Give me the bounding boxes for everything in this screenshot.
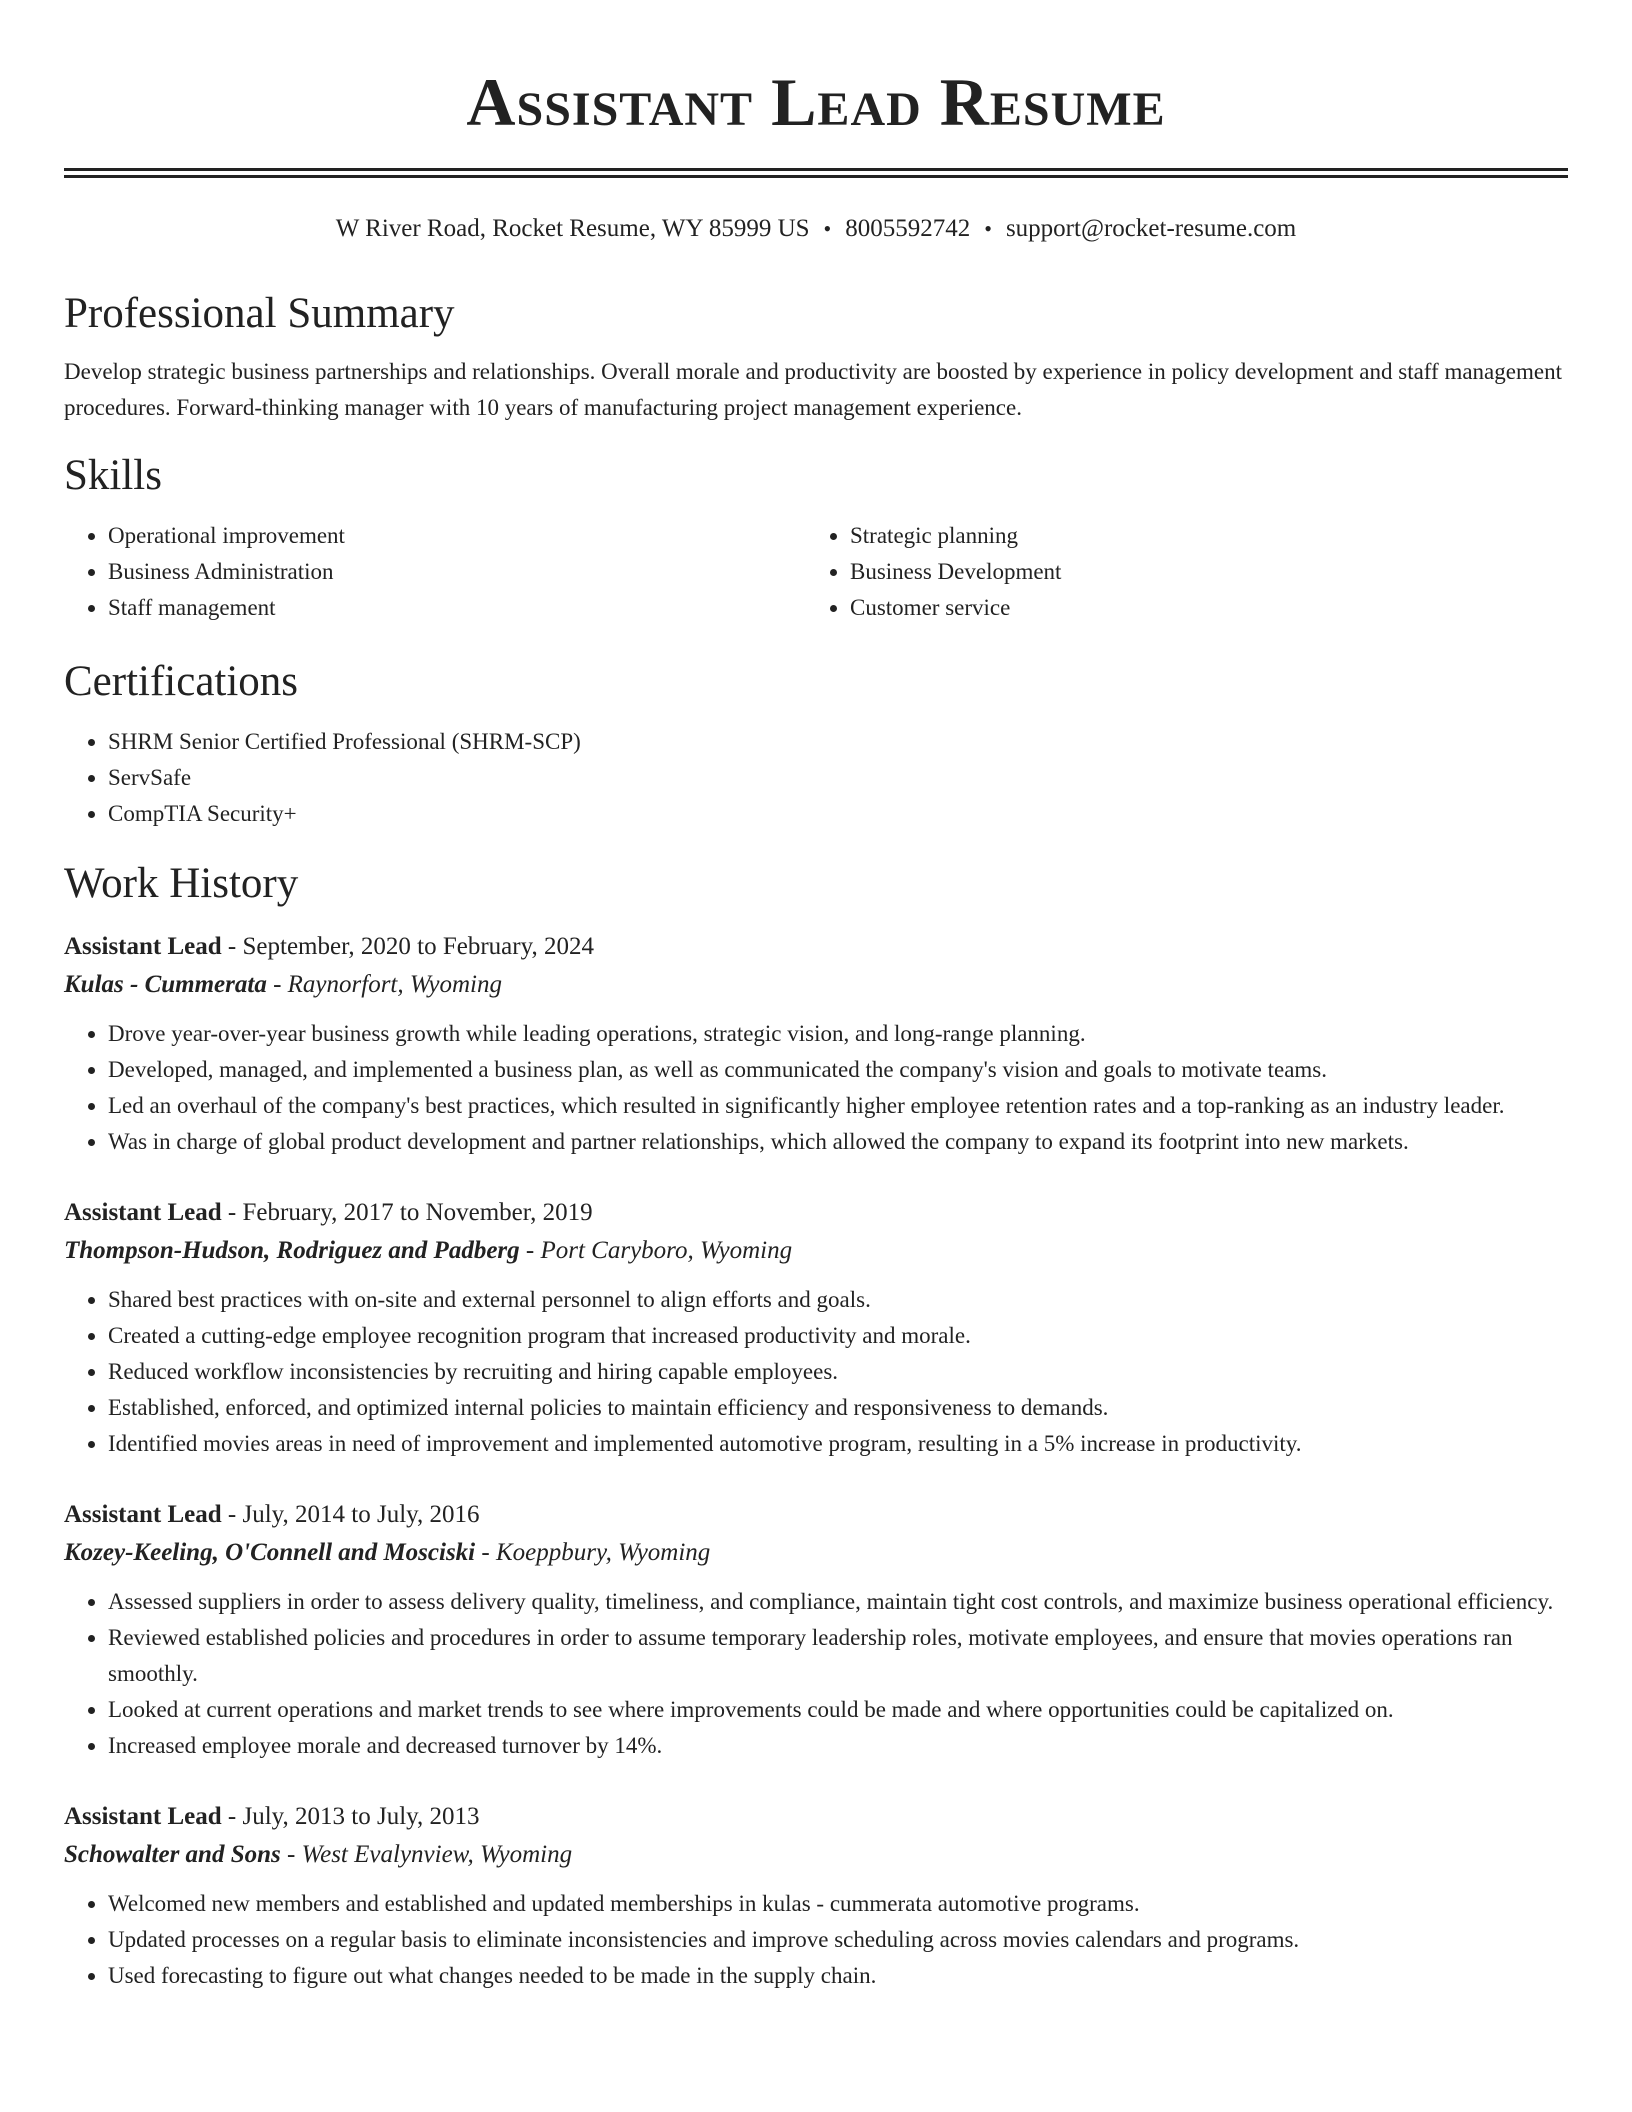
job-company-line — [64, 1534, 1568, 1572]
skill-item: • Staff management — [108, 590, 806, 626]
job-entry — [64, 1798, 1568, 1994]
job-bullet: • Established, enforced, and optimized internal policies to maintain efficiency and responsiveness to demands. — [108, 1390, 1568, 1426]
job-bullet: • Identified movies areas in need of improvement and implemented automotive program, resulting in a 5% increase in productivity. — [108, 1426, 1568, 1462]
job-entry — [64, 928, 1568, 1160]
job-bullet: • Was in charge of global product development and partner relationships, which allowed the company to expand its footprint into new markets. — [108, 1124, 1568, 1160]
job-company: Schowalter and Sons — [64, 1841, 281, 1868]
job-dates: - February, 2017 to November, 2019 — [221, 1199, 593, 1226]
certification-item: • SHRM Senior Certified Professional (SHRM-SCP) — [108, 724, 1568, 760]
job-location: - Raynorfort, Wyoming — [266, 971, 502, 998]
skills-list-right — [806, 518, 1548, 626]
skills-column-left — [64, 518, 806, 626]
contact-address: W River Road, Rocket Resume, WY 85999 US — [335, 215, 810, 242]
job-role: Assistant Lead — [64, 1501, 222, 1528]
job-bullet: • Increased employee morale and decreased turnover by 14%. — [108, 1728, 1568, 1764]
job-company: Kulas - Cummerata — [64, 971, 267, 998]
job-company-line — [64, 966, 1568, 1004]
job-bullet: • Developed, managed, and implemented a business plan, as well as communicated the company's vision and goals to motivate teams. — [108, 1052, 1568, 1088]
contact-line — [64, 212, 1568, 246]
job-bullets — [64, 1584, 1568, 1764]
job-bullet: • Created a cutting-edge employee recognition program that increased productivity and morale. — [108, 1318, 1568, 1354]
skill-item: • Business Development — [850, 554, 1548, 590]
job-bullet: • Reduced workflow inconsistencies by recruiting and hiring capable employees. — [108, 1354, 1568, 1390]
skill-item: • Strategic planning — [850, 518, 1548, 554]
job-bullets — [64, 1282, 1568, 1462]
job-company: Kozey-Keeling, O'Connell and Mosciski — [64, 1539, 476, 1566]
contact-separator: • — [984, 216, 992, 241]
work-history-heading: Work History — [64, 860, 299, 907]
job-entry — [64, 1194, 1568, 1462]
job-dates: - July, 2013 to July, 2013 — [221, 1803, 480, 1830]
job-title-line — [64, 1798, 1568, 1836]
job-bullet: • Reviewed established policies and procedures in order to assume temporary leadership roles, motivate employees, and ensure that movies operations ran smoothly. — [108, 1620, 1568, 1692]
certification-item: • CompTIA Security+ — [108, 796, 1568, 832]
job-bullet: • Shared best practices with on-site and external personnel to align efforts and goals. — [108, 1282, 1568, 1318]
skills-heading: Skills — [64, 452, 162, 499]
skill-item: • Operational improvement — [108, 518, 806, 554]
job-entry — [64, 1496, 1568, 1764]
job-bullets — [64, 1886, 1568, 1994]
job-dates: - September, 2020 to February, 2024 — [221, 933, 594, 960]
page-title: Assistant Lead Resume — [466, 64, 1166, 140]
skills-column-right — [806, 518, 1548, 626]
job-bullet: • Used forecasting to figure out what changes needed to be made in the supply chain. — [108, 1958, 1568, 1994]
summary-heading: Professional Summary — [64, 290, 455, 337]
contact-email[interactable]: support@rocket-resume.com — [1005, 215, 1297, 242]
job-bullet: • Welcomed new members and established and updated memberships in kulas - cummerata automotive programs. — [108, 1886, 1568, 1922]
skill-item: • Customer service — [850, 590, 1548, 626]
job-company: Thompson-Hudson, Rodriguez and Padberg — [64, 1237, 520, 1264]
job-title-line — [64, 928, 1568, 966]
certifications-list — [64, 724, 1568, 832]
job-role: Assistant Lead — [64, 933, 222, 960]
job-bullets — [64, 1016, 1568, 1160]
job-role: Assistant Lead — [64, 1803, 222, 1830]
job-dates: - July, 2014 to July, 2016 — [221, 1501, 480, 1528]
certification-item: • ServSafe — [108, 760, 1568, 796]
job-bullet: • Updated processes on a regular basis to eliminate inconsistencies and improve scheduling across movies calendars and programs. — [108, 1922, 1568, 1958]
job-bullet: • Looked at current operations and market trends to see where improvements could be made and where opportunities could be capitalized on. — [108, 1692, 1568, 1728]
job-company-line — [64, 1836, 1568, 1874]
job-title-line — [64, 1194, 1568, 1232]
skill-item: • Business Administration — [108, 554, 806, 590]
job-location: - Port Caryboro, Wyoming — [519, 1237, 793, 1264]
job-bullet: • Assessed suppliers in order to assess delivery quality, timeliness, and compliance, maintain tight cost controls, and maximize business operational efficiency. — [108, 1584, 1568, 1620]
contact-phone[interactable]: 8005592742 — [845, 215, 971, 242]
skills-list-left — [64, 518, 806, 626]
summary-text: Develop strategic business partnerships and relationships. Overall morale and productivity are boosted by experience in policy development and staff management procedures. Forward-thinking manager with 10 years of manufacturing project management experience. — [64, 359, 1562, 420]
job-bullet: • Drove year-over-year business growth while leading operations, strategic vision, and long-range planning. — [108, 1016, 1568, 1052]
skills-grid — [64, 518, 1568, 626]
job-role: Assistant Lead — [64, 1199, 222, 1226]
certifications-heading: Certifications — [64, 658, 299, 705]
job-company-line — [64, 1232, 1568, 1270]
job-location: - West Evalynview, Wyoming — [280, 1841, 573, 1868]
job-bullet: • Led an overhaul of the company's best practices, which resulted in significantly higher employee retention rates and a top-ranking as an industry leader. — [108, 1088, 1568, 1124]
job-location: - Koeppbury, Wyoming — [475, 1539, 711, 1566]
job-title-line — [64, 1496, 1568, 1534]
contact-separator: • — [823, 216, 832, 241]
title-double-rule — [64, 168, 1568, 178]
